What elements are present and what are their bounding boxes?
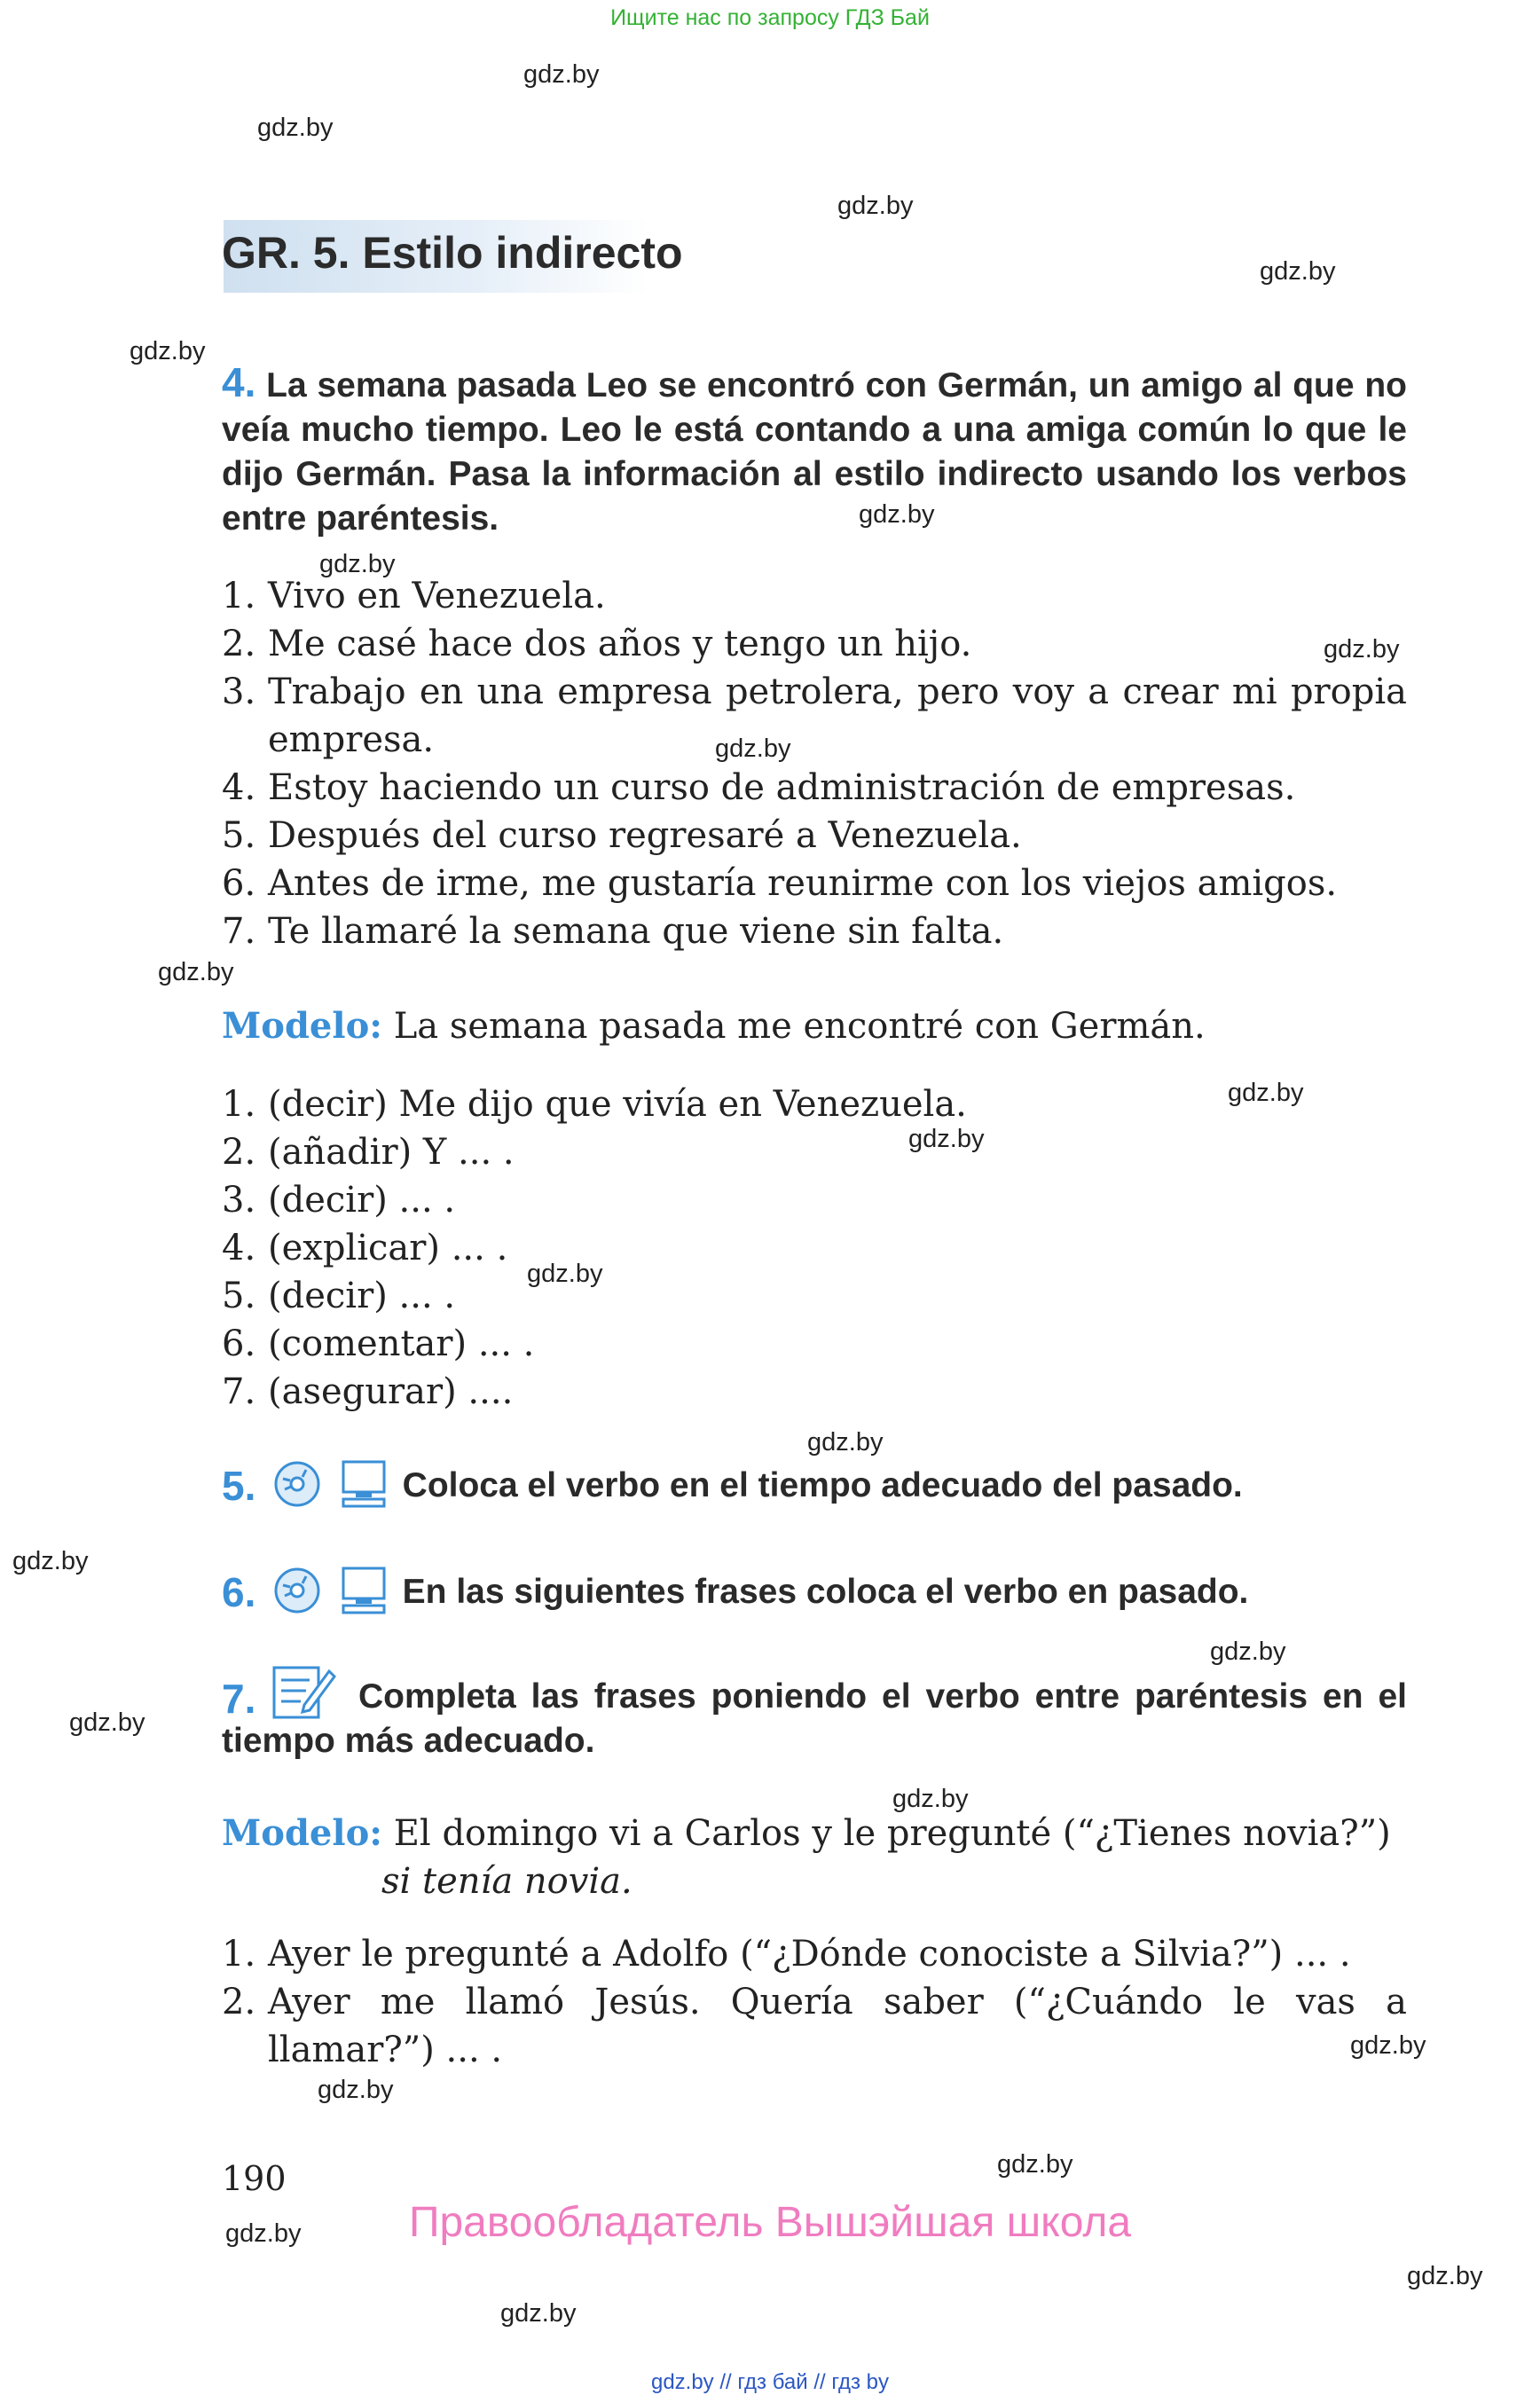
exercise-6 — [222, 1565, 1464, 1620]
modelo-text: La semana pasada me encontré con Germán. — [393, 1006, 1206, 1047]
list-item: 5. Después del curso regresaré a Venezuela. — [222, 815, 1022, 856]
exercise-number: 4. — [222, 359, 256, 405]
list-item: 6. (comentar) ... . — [222, 1323, 535, 1364]
exercise-4-modelo — [222, 1002, 1407, 1050]
cd-icon — [271, 1459, 324, 1512]
watermark: gdz.by — [523, 60, 600, 89]
list-item: 4. Estoy haciendo un curso de administración de empresas. — [222, 767, 1296, 808]
watermark: gdz.by — [715, 734, 791, 763]
list-item: 5. (decir) ... . — [222, 1276, 456, 1316]
watermark: gdz.by — [1260, 257, 1336, 286]
list-item: 6. Antes de irme, me gustaría reunirme con los viejos amigos. — [222, 863, 1338, 904]
exercise-7-modelo — [222, 1810, 1407, 1905]
bottom-links[interactable]: gdz.by // гдз бай // гдз by — [650, 2370, 890, 2394]
watermark: gdz.by — [69, 1708, 145, 1737]
list-item: 1. Vivo en Venezuela. — [222, 576, 606, 616]
list-item: 2. (añadir) Y ... . — [222, 1132, 515, 1173]
watermark: gdz.by — [859, 500, 935, 529]
watermark: gdz.by — [318, 2076, 394, 2104]
modelo-answer: si tenía novia. — [381, 1861, 632, 1902]
instruction-text: En las siguientes frases coloca el verbo en pasado. — [402, 1573, 1249, 1611]
modelo-label: Modelo: — [222, 1812, 383, 1854]
cd-icon — [271, 1566, 324, 1619]
computer-icon — [338, 1458, 389, 1513]
watermark: gdz.by — [225, 2219, 302, 2248]
exercise-number: 7. — [222, 1676, 256, 1722]
top-banner: Ищите нас по запросу ГДЗ Бай — [610, 5, 930, 30]
watermark: gdz.by — [500, 2299, 577, 2328]
watermark: gdz.by — [319, 550, 396, 578]
watermark: gdz.by — [527, 1260, 603, 1288]
list-item: 2. Me casé hace dos años y tengo un hijo. — [222, 624, 972, 664]
watermark: gdz.by — [12, 1547, 89, 1575]
watermark: gdz.by — [1324, 635, 1400, 664]
watermark: gdz.by — [908, 1125, 985, 1153]
watermark: gdz.by — [997, 2150, 1073, 2179]
computer-icon — [338, 1565, 389, 1620]
list-item: 1. (decir) Me dijo que vivía en Venezuela. — [222, 1084, 967, 1125]
list-item: 3. (decir) ... . — [222, 1180, 456, 1221]
page-number: 190 — [222, 2159, 287, 2198]
watermark: gdz.by — [1228, 1079, 1304, 1107]
exercise-number: 5. — [222, 1463, 256, 1509]
exercise-7-list — [222, 1930, 1407, 2074]
instruction-text: La semana pasada Leo se encontró con Germán, un amigo al que no veía mucho tiempo. Leo le está contando a una amiga común lo que le dijo Germán. Pasa la información al estilo indirecto usando los verbos entre paréntesis. — [222, 366, 1407, 538]
watermark: gdz.by — [257, 114, 334, 142]
watermark: gdz.by — [892, 1785, 969, 1813]
modelo-label: Modelo: — [222, 1005, 383, 1047]
watermark: gdz.by — [837, 192, 914, 220]
list-item: 7. (asegurar) .... — [222, 1371, 514, 1412]
list-item: 3. Trabajo en una empresa petrolera, pero voy a crear mi propia empresa. — [222, 671, 1407, 760]
exercise-4-instruction — [222, 360, 1407, 541]
modelo-text: El domingo vi a Carlos y le pregunté (“¿Tienes novia?”) — [393, 1813, 1391, 1854]
section-title: GR. 5. Estilo indirecto — [222, 228, 683, 278]
watermark: gdz.by — [807, 1428, 884, 1457]
list-item: 7. Te llamaré la semana que viene sin falta. — [222, 911, 1004, 952]
watermark: gdz.by — [130, 337, 206, 365]
watermark: gdz.by — [1210, 1637, 1286, 1666]
exercise-4-answers — [222, 1080, 1407, 1416]
notebook-pencil-icon — [271, 1662, 338, 1724]
exercise-5 — [222, 1458, 1464, 1513]
watermark: gdz.by — [158, 958, 234, 986]
copyright-notice: Правообладатель Вышэйшая школа — [408, 2199, 1132, 2246]
watermark: gdz.by — [1407, 2262, 1483, 2290]
list-item: 4. (explicar) ... . — [222, 1228, 508, 1268]
exercise-4-list — [222, 572, 1407, 955]
list-item: 1. Ayer le pregunté a Adolfo (“¿Dónde conociste a Silvia?”) ... . — [222, 1934, 1351, 1975]
exercise-7 — [222, 1675, 1407, 1763]
exercise-number: 6. — [222, 1569, 256, 1615]
watermark: gdz.by — [1350, 2031, 1426, 2060]
list-item: 2. Ayer me llamó Jesús. Quería saber (“¿Cuándo le vas a llamar?”) ... . — [222, 1982, 1407, 2070]
instruction-text: Completa las frases poniendo el verbo entre paréntesis en el tiempo más adecuado. — [222, 1677, 1407, 1760]
instruction-text: Coloca el verbo en el tiempo adecuado del pasado. — [402, 1466, 1243, 1504]
